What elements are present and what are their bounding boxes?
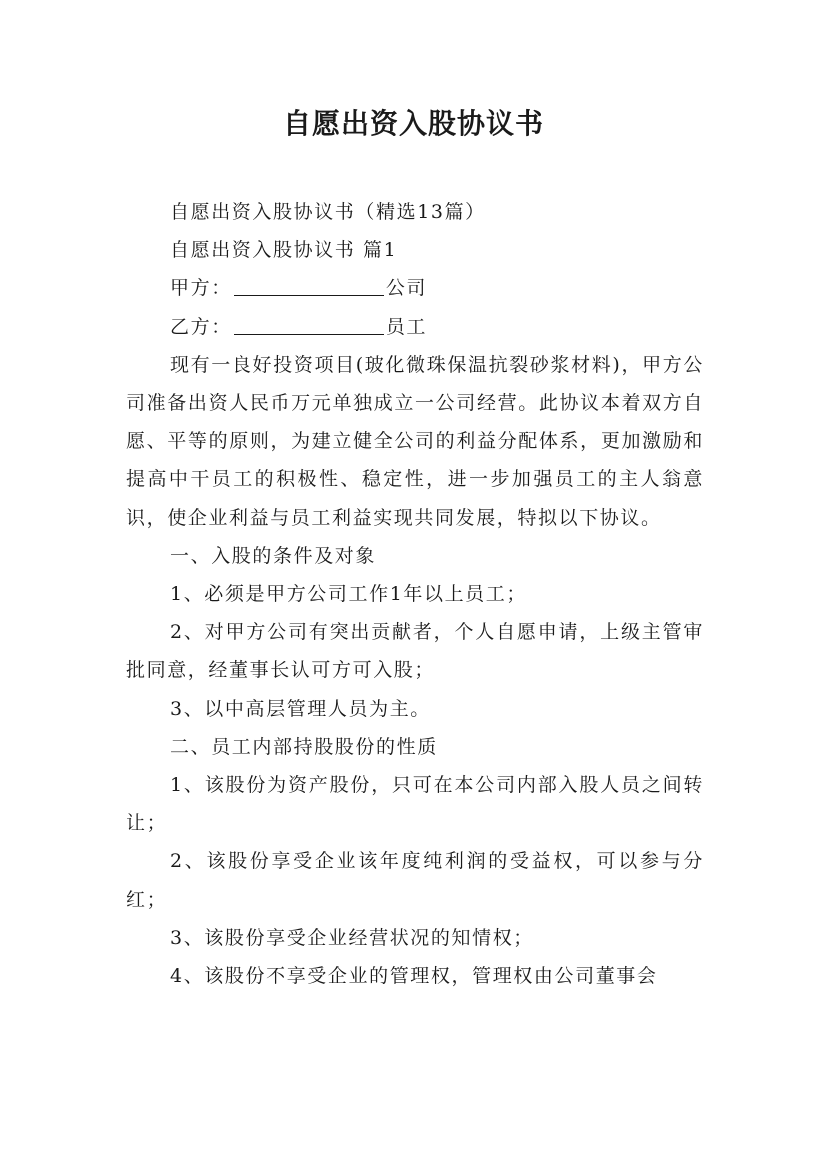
section-2-item: 3、该股份享受企业经营状况的知情权； [170, 926, 534, 949]
party-a-line [126, 269, 704, 307]
section-2-heading: 二、员工内部持股股份的性质 [170, 735, 438, 758]
party-a-suffix: 公司 [385, 277, 428, 300]
section-2-item: 2、该股份享受企业该年度纯利润的受益权，可以参与分红； [126, 850, 704, 911]
section-1-item: 3、以中高层管理人员为主。 [170, 697, 431, 720]
section-1-heading: 一、入股的条件及对象 [170, 544, 377, 567]
party-b-suffix: 员工 [385, 315, 428, 338]
intro-paragraph: 现有一良好投资项目(玻化微珠保温抗裂砂浆材料)，甲方公司准备出资人民币万元单独成立一公司经营。此协议本着双方自愿、平等的原则，为建立健全公司的利益分配体系，更加激励和提高中干员工的积极性、稳定性，进一步加强员工的主人翁意识，使企业利益与员工利益实现共同发展，特拟以下协议。 [126, 353, 704, 529]
section-2-item: 1、该股份为资产股份，只可在本公司内部入股人员之间转让； [126, 774, 704, 835]
section-1-item: 1、必须是甲方公司工作1年以上员工； [170, 583, 527, 606]
part-heading: 自愿出资入股协议书 篇1 [170, 239, 398, 262]
party-b-label: 乙方： [170, 315, 232, 338]
party-a-blank [234, 276, 384, 296]
section-2-item: 4、该股份不享受企业的管理权，管理权由公司董事会 [170, 965, 658, 988]
party-a-label: 甲方： [170, 277, 232, 300]
section-1-item: 2、对甲方公司有突出贡献者，个人自愿申请，上级主管审批同意，经董事长认可方可入股； [126, 621, 704, 682]
document-subtitle: 自愿出资入股协议书（精选13篇） [170, 201, 486, 223]
document-body [126, 193, 704, 995]
party-b-blank [234, 315, 384, 335]
party-b-line [126, 308, 704, 346]
document-title: 自愿出资入股协议书 [282, 107, 544, 140]
